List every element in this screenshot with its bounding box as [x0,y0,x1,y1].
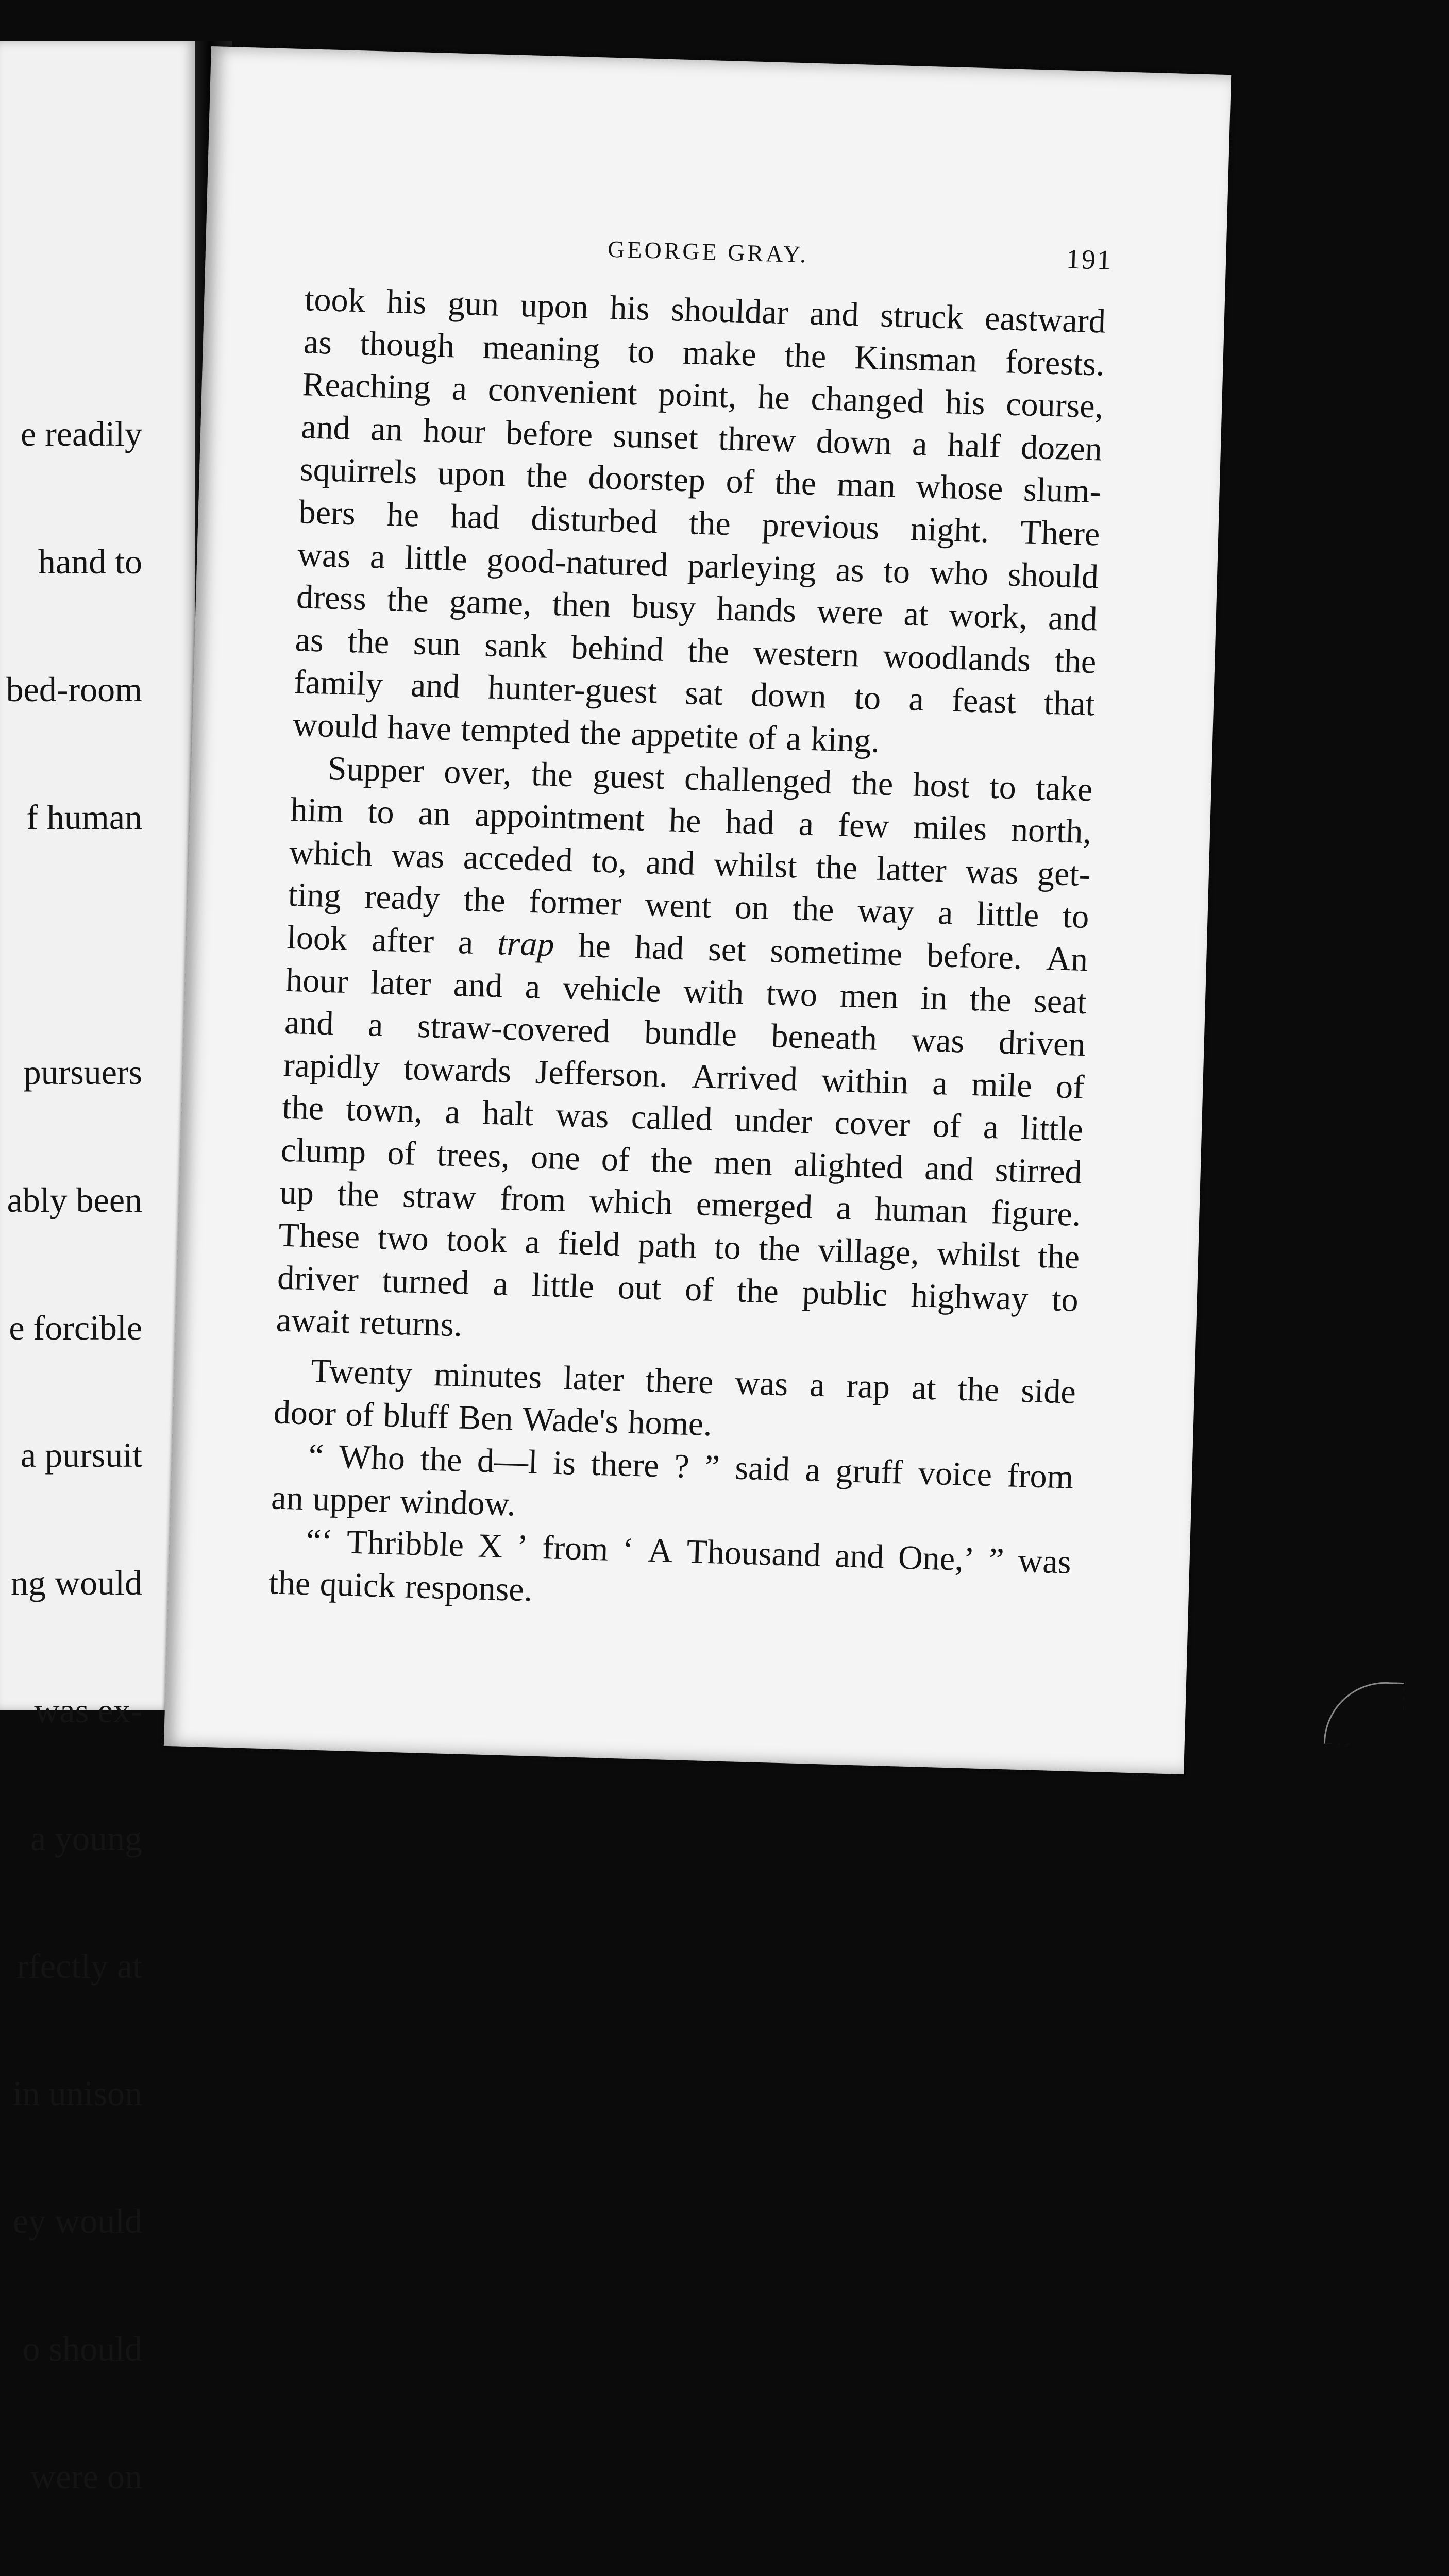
word: shouldar [670,291,789,332]
word: to [1062,897,1090,936]
word: previous [761,506,880,547]
word: “ [308,1437,324,1476]
word: and [452,965,503,1005]
word: man [836,465,896,505]
word: said [734,1449,790,1488]
word: night. [910,510,990,550]
word: an [417,794,451,833]
word: home. [627,1403,713,1444]
word: two [766,974,818,1014]
word: of [725,462,755,501]
word: a [809,1366,825,1404]
word: with [683,972,745,1012]
body-text [268,278,1106,1626]
word: was [391,836,445,875]
word: which [588,1182,673,1223]
word: changed [810,379,925,421]
facing-line: o should [22,2329,142,2368]
word: to, [591,841,628,880]
word: the [969,980,1012,1019]
word: whilst [713,845,798,886]
word: slum- [1023,470,1102,511]
word: eastward [984,299,1106,341]
facing-page-fragment [0,41,195,2496]
word: out [617,1268,662,1307]
word: was [911,1021,965,1060]
word: field [557,1224,621,1264]
scan-artifact [1324,1681,1404,1746]
word: busy [631,587,697,627]
word: the [463,880,506,920]
word: was [297,535,351,575]
word: Ben [458,1398,514,1438]
word: await [276,1301,350,1341]
word: few [837,806,890,845]
word: took [446,1221,508,1260]
word: had [724,803,775,842]
word: ’ [516,1528,529,1566]
word: Wade's [522,1400,619,1441]
word: whilst [936,1234,1021,1275]
word: the [386,581,429,620]
word: the [531,755,574,794]
word: should [1007,555,1099,596]
word: challenged [684,759,833,801]
word: take [1035,769,1093,808]
word: a [912,425,928,463]
word: rapidly [282,1046,380,1087]
word: a [367,1006,384,1044]
word: Reaching [301,365,431,407]
word: before [505,414,594,454]
word: squirrels [299,450,418,492]
word: the [526,456,568,496]
word: down [750,676,827,716]
word: trap [497,924,555,964]
word: from [499,1179,567,1219]
word: western [753,633,860,674]
word: meaning [482,328,601,369]
word: to [1051,1280,1079,1319]
word: little [531,1265,595,1306]
word: his [609,289,650,328]
word: of [601,1140,631,1179]
word: Twenty [310,1352,413,1393]
word: village, [817,1231,920,1272]
word: little [976,895,1040,935]
word: returns. [359,1303,463,1344]
word: An [1046,939,1089,979]
word: highway [910,1276,1029,1317]
word: went [644,886,712,926]
word: clump [280,1131,367,1172]
word: figure. [990,1193,1082,1234]
word: ting [288,876,342,915]
facing-line: in unison [12,2074,142,2113]
word: Who [338,1438,406,1478]
facing-line: a pursuit [20,1435,142,1475]
word: minutes [433,1355,543,1396]
word: and [834,1537,885,1576]
word: hands [716,589,797,630]
word: a [444,1093,461,1131]
word: way [857,892,915,931]
word: sun [413,624,461,663]
word: the [736,1272,779,1311]
word: ready [364,878,441,918]
word: trees, [436,1135,510,1175]
word: on [734,888,769,927]
word: driven [998,1023,1086,1064]
facing-page-text [6,328,142,2576]
word: a [937,894,954,933]
word: little [404,538,468,578]
word: at [911,1368,937,1408]
word: get- [1037,854,1091,893]
word: half [947,426,1001,465]
word: his [386,282,427,321]
word: sank [484,626,548,666]
word: upper [312,1480,391,1520]
word: north, [1010,811,1092,851]
word: up [279,1174,314,1212]
word: beneath [770,1017,878,1058]
word: voice [918,1454,993,1494]
word: One,’ [898,1538,975,1579]
word: as [835,550,865,589]
word: side [1020,1371,1076,1411]
word: a [983,1108,999,1146]
word: who [929,553,989,593]
word: the [774,464,817,503]
word: public [802,1273,888,1314]
word: acceded [463,838,574,879]
word: the [336,1175,380,1214]
word: appointment [474,795,646,839]
word: emerged [696,1185,813,1226]
word: the [1054,641,1097,681]
word: which [289,833,373,874]
word: he [668,801,702,840]
word: quick [319,1565,396,1605]
word: from [1006,1456,1074,1496]
word: the [268,1564,311,1603]
word: the [650,1141,694,1180]
word: though [359,324,456,365]
facing-line: a young [30,1818,142,1858]
word: path [637,1226,697,1266]
facing-line: ng would [11,1563,142,1603]
word: to [367,793,395,832]
word: appetite [630,715,739,756]
word: and [645,843,696,883]
word: human [874,1190,968,1231]
word: ” [704,1448,720,1486]
word: would [292,705,379,746]
word: to [883,552,911,590]
word: is [552,1444,577,1482]
word: one [530,1138,581,1177]
word: host [912,766,970,805]
word: of [684,1270,714,1309]
word: to [853,679,882,718]
word: a [492,1264,509,1303]
word: the [851,764,894,803]
word: a [932,1064,948,1103]
word: rap [846,1367,890,1406]
word: in [920,978,948,1018]
running-head: GEORGE GRAY. [607,235,809,268]
word: gun [447,284,500,324]
word: X [477,1527,503,1566]
word: the [281,1088,325,1128]
book-page [164,46,1231,1774]
word: Kinsman [854,338,978,380]
word: driver [277,1259,359,1299]
facing-line: e readily [21,414,142,454]
word: to [989,768,1017,806]
word: as [294,620,324,659]
word: at [903,595,929,634]
word: woodlands [882,637,1031,679]
word: to [627,332,655,370]
word: had [634,928,685,968]
word: the [815,848,858,887]
word: have [386,708,452,748]
word: cover [834,1104,911,1144]
page-number: 191 [1066,243,1113,276]
word: and [410,666,461,706]
word: his [945,383,986,422]
word: dress [296,578,367,618]
word: over, [443,752,512,792]
word: turned [381,1261,470,1302]
word: Supper [327,749,425,790]
word: work, [948,596,1028,636]
word: of [932,1107,962,1145]
word: little [1020,1109,1084,1149]
word: called [630,1098,713,1139]
word: and [809,294,860,334]
word: set [707,930,747,969]
word: course, [1005,385,1104,426]
word: later [370,963,432,1003]
word: ? [673,1447,690,1485]
word: whose [915,467,1004,508]
word: ‘ [621,1531,634,1569]
facing-line: ey would [12,2201,142,2241]
word: bers [298,493,356,533]
word: down [816,422,892,462]
word: Thribble [346,1523,465,1565]
facing-line: was ex- [34,1691,142,1730]
word: the [419,1440,463,1479]
word: the [579,714,622,753]
word: alighted [793,1145,904,1187]
word: latter [876,850,947,890]
word: gruff [835,1451,904,1492]
facing-line: hand to [38,541,142,581]
facing-line: pursuers [23,1053,142,1092]
word: of [345,1395,375,1434]
word: the [784,336,827,376]
word: bluff [382,1396,449,1436]
word: of [386,1134,416,1173]
word: the [791,890,835,929]
word: door [273,1393,336,1433]
word: he [757,378,790,417]
word: there [645,1361,714,1401]
facing-line: bed-room [6,669,142,709]
word: behind [570,628,664,669]
word: seat [1033,981,1087,1021]
word: an [370,410,403,449]
word: d—l [477,1442,538,1481]
word: threw [718,419,797,460]
word: was [734,1364,789,1403]
word: tempted [460,710,571,751]
word: the [1037,1237,1080,1277]
word: then [551,585,612,625]
word: the [347,622,390,661]
word: response. [404,1567,533,1609]
word: make [682,333,757,374]
word: upon [437,454,507,494]
word: took [304,280,366,320]
word: miles [913,808,988,848]
facing-line-gap [6,923,142,966]
word: straw-covered [417,1007,611,1050]
word: a [798,805,815,843]
word: later [563,1359,625,1399]
word: dozen [1020,428,1103,468]
word: a [908,680,924,719]
word: doorstep [587,459,706,500]
word: and [284,1003,334,1043]
word: he [386,495,420,534]
facing-line: ably been [7,1180,142,1219]
word: hour [285,961,349,1001]
word: as [303,323,333,362]
word: the [758,1229,801,1268]
word: good-natured [486,540,669,584]
word: a [451,369,468,408]
word: under [734,1101,813,1141]
word: window. [399,1482,516,1523]
word: he [578,926,611,965]
word: bundle [644,1013,738,1054]
word: and [924,1149,974,1189]
word: of [748,718,778,757]
word: Jefferson. [534,1053,668,1095]
word: the [687,632,730,671]
word: was [965,852,1019,892]
word: point, [658,375,737,415]
word: a [835,1189,852,1228]
word: and [1048,599,1098,638]
word: straw [402,1177,477,1217]
word: was [1017,1542,1072,1581]
word: There [1020,513,1101,553]
word: a [458,923,474,961]
word: upon [519,286,589,326]
word: guest [592,756,665,796]
word: feast [951,681,1017,721]
facing-line: e forcible [9,1308,142,1347]
word: after [371,921,435,960]
word: was [555,1096,610,1136]
word: forests. [1005,342,1105,383]
word: a [524,968,541,1006]
word: and [300,408,351,447]
word: a [785,719,802,758]
word: from [542,1529,609,1568]
word: game, [449,582,532,622]
word: an [271,1478,304,1517]
facing-line: rfectly at [16,1946,142,1986]
word: the [957,1370,1000,1409]
word: town, [345,1090,424,1130]
word: men [839,976,899,1016]
word: convenient [487,370,638,413]
word: there [590,1445,660,1485]
word: struck [880,296,964,336]
word: hunter-guest [487,668,658,711]
word: parleying [687,546,817,588]
word: the [688,504,731,543]
word: mile [971,1065,1033,1105]
word: a [524,1223,541,1261]
word: to [714,1228,742,1267]
word: hour [423,411,486,451]
word: family [293,663,383,704]
word: halt [482,1094,534,1133]
word: vehicle [562,969,662,1009]
word: disturbed [530,499,659,541]
word: Thousand [686,1533,821,1574]
word: men [713,1143,773,1183]
word: look [286,918,348,958]
word: ” [988,1541,1005,1580]
word: had [450,497,500,536]
word: These [278,1216,361,1256]
word: a [369,537,386,576]
word: Arrived [691,1057,798,1098]
word: stirred [994,1151,1083,1191]
word: sometime [769,931,903,974]
word: two [377,1218,429,1258]
word: of [1055,1067,1085,1106]
word: towards [403,1049,512,1090]
word: that [1043,684,1096,723]
word: former [528,883,622,923]
word: sat [684,674,723,713]
word: within [821,1061,909,1101]
facing-line: f human [26,797,142,837]
word: sunset [612,416,699,457]
word: a [804,1451,821,1489]
word: king. [810,720,881,760]
word: A [647,1532,673,1570]
facing-line: were on [30,2456,142,2496]
word: him [290,791,344,830]
word: before. [926,936,1023,977]
word: “‘ [306,1522,333,1561]
word: were [816,592,884,632]
